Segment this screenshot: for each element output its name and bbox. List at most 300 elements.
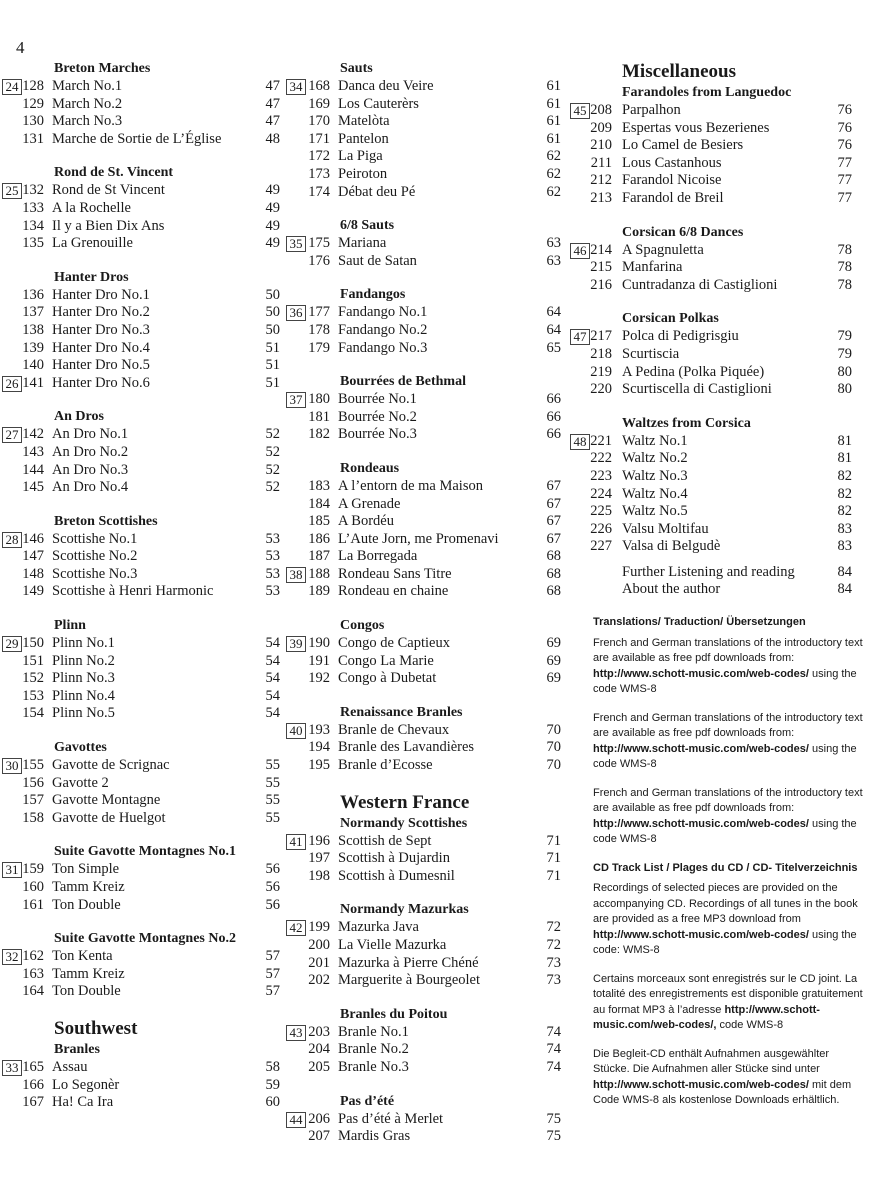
tune-number: 186 [308,530,330,547]
tune-title: Espertas vous Bezerienes [622,119,770,136]
web-codes-link[interactable]: http://www.schott-music.com/web-codes/ [593,742,809,755]
toc-entry[interactable] [566,381,866,399]
toc-entry[interactable] [0,948,288,966]
tune-title: La Vielle Mazurka [338,937,447,953]
toc-section [0,843,288,914]
toc-entry[interactable] [0,235,288,253]
toc-entry[interactable] [0,182,288,200]
page-ref: 80 [837,381,852,398]
page-ref: 54 [265,705,280,722]
page-ref: 47 [265,113,280,130]
tune-number: 136 [22,286,44,303]
tune-number: 179 [308,339,330,356]
tune-number: 209 [590,119,612,136]
page-ref: 79 [837,328,852,345]
tune-title: Scottishe à Henri Harmonic [52,583,214,600]
tune-number: 144 [22,461,44,478]
cd-track-badge: 35 [286,236,306,252]
tune-title: Fandango No.3 [338,339,428,356]
info-text: Die Begleit-CD enthält Aufnahmen ausgewählter Stücke. Die Aufnahmen aller Stücke sind unter [593,1047,830,1076]
tune-title: Valsu Moltifau [622,520,709,537]
toc-entry[interactable] [282,757,567,775]
toc-entry[interactable] [0,444,288,462]
section-heading: Rondeaus [340,460,400,476]
web-codes-link[interactable]: http://www.schott-music.com/web-codes/, [593,1003,820,1032]
page-ref: 73 [546,954,561,971]
tune-number: 204 [308,1041,330,1058]
page-ref: 77 [837,189,852,206]
info-paragraph [593,786,866,848]
tune-title: Bourrée No.3 [338,426,417,443]
tune-title: Valsa di Belgudè [622,538,721,555]
tune-number: 197 [308,850,330,867]
page-ref: 52 [265,443,280,460]
toc-entry[interactable] [282,531,567,549]
cd-track-badge: 28 [2,532,22,548]
toc-entry[interactable] [282,184,567,202]
section-heading: Fandangos [340,287,406,303]
cd-track-badge: 45 [570,103,590,119]
page-ref: 82 [837,485,852,502]
tune-number: 132 [22,182,44,199]
toc-entry[interactable] [566,346,866,364]
toc-entry[interactable] [282,131,567,149]
toc-entry[interactable] [0,375,288,393]
tune-title: Danca deu Veire [338,78,434,94]
tune-title: Rondeau Sans Titre [338,565,452,582]
toc-entry[interactable] [566,581,866,599]
section-heading: Gavottes [54,740,107,756]
tune-title: March No.2 [52,95,123,112]
cd-track-badge: 27 [2,427,22,443]
toc-entry[interactable] [0,566,288,584]
toc-entry[interactable] [282,322,567,340]
tune-number: 146 [22,530,44,547]
section-heading: 6/8 Sauts [340,218,395,234]
page-ref: 78 [837,259,852,276]
tune-title: Plinn No.3 [52,670,115,687]
toc-entry[interactable] [566,538,866,556]
page-ref: 84 [837,563,852,580]
tune-title: Gavotte de Scrignac [52,757,170,774]
toc-entry[interactable] [282,566,567,584]
toc-entry[interactable] [0,705,288,723]
tune-number: 178 [308,321,330,338]
page-ref: 63 [546,252,561,269]
toc-entry[interactable] [282,955,567,973]
tune-number: 200 [308,937,330,953]
toc-entry[interactable] [566,486,866,504]
tune-number: 181 [308,408,330,425]
tune-title: A l’entorn de ma Maison [338,477,483,494]
tune-title: Scottishe No.1 [52,530,138,547]
toc-entry[interactable] [0,583,288,601]
page-ref: 69 [546,652,561,669]
tune-number: 201 [308,954,330,971]
tune-number: 192 [308,670,330,687]
toc-entry[interactable] [0,897,288,915]
toc-entry[interactable] [566,564,866,582]
tune-number: 165 [22,1058,44,1075]
toc-entry[interactable] [282,937,567,955]
toc-entry[interactable] [282,409,567,427]
web-codes-link[interactable]: http://www.schott-music.com/web-codes/ [593,928,809,941]
toc-entry[interactable] [0,287,288,305]
tune-title: An Dro No.1 [52,426,129,443]
page-ref: 71 [546,850,561,867]
page-ref: 77 [837,172,852,189]
toc-entry[interactable] [282,340,567,358]
toc-entry[interactable] [0,879,288,897]
toc-entry[interactable] [566,364,866,382]
tune-title: Hanter Dro No.3 [52,321,150,338]
page-ref: 56 [265,861,280,878]
toc-entry[interactable] [0,1059,288,1077]
translations-block [566,615,866,848]
toc-entry[interactable] [282,1111,567,1129]
toc-entry[interactable] [0,357,288,375]
tune-title: About the author [622,581,721,598]
toc-entry[interactable] [0,688,288,706]
page-ref: 52 [265,426,280,443]
toc-entry[interactable] [0,775,288,793]
toc-entry[interactable] [0,1094,288,1112]
page-ref: 66 [546,426,561,443]
page-ref: 56 [265,896,280,913]
toc-entry[interactable] [282,919,567,937]
toc-entry[interactable] [282,868,567,886]
toc-entry[interactable] [0,548,288,566]
toc-entry[interactable] [0,635,288,653]
tune-number: 163 [22,965,44,982]
toc-section [0,617,288,723]
tune-number: 155 [22,757,44,774]
page-ref: 55 [265,792,280,809]
tune-number: 203 [308,1023,330,1040]
tune-number: 167 [22,1094,44,1111]
tune-number: 210 [590,137,612,154]
toc-entry[interactable] [282,478,567,496]
toc-entry[interactable] [0,131,288,149]
toc-entry[interactable] [0,462,288,480]
tune-number: 143 [22,443,44,460]
toc-section [0,164,288,252]
spacer [566,556,866,564]
page-ref: 83 [837,538,852,555]
tune-title: Mazurka Java [338,919,419,936]
toc-section [282,217,567,270]
toc-section [282,617,567,688]
toc-entry[interactable] [0,96,288,114]
toc-entry[interactable] [0,983,288,1001]
page-ref: 52 [265,461,280,478]
tune-title: Branle des Lavandières [338,739,475,756]
toc-entry[interactable] [0,670,288,688]
toc-entry[interactable] [0,531,288,549]
toc-entry[interactable] [0,1077,288,1095]
toc-entry[interactable] [566,521,866,539]
toc-entry[interactable] [282,304,567,322]
toc-entry[interactable] [0,861,288,879]
toc-entry[interactable] [0,966,288,984]
page-ref: 53 [265,565,280,582]
toc-entry[interactable] [282,1024,567,1042]
tune-number: 140 [22,357,44,374]
page-ref: 56 [265,879,280,895]
tune-number: 194 [308,739,330,756]
tune-title: Matelòta [338,113,390,130]
toc-entry[interactable] [282,496,567,514]
tune-number: 182 [308,426,330,443]
tune-number: 135 [22,235,44,252]
toc-entry[interactable] [282,148,567,166]
page-ref: 66 [546,408,561,425]
tune-number: 214 [590,241,612,258]
tune-title: Branle No.2 [338,1041,409,1058]
toc-entry[interactable] [0,792,288,810]
page-ref: 53 [265,530,280,547]
cd-track-badge: 46 [570,243,590,259]
toc-entry[interactable] [0,200,288,218]
cd-track-badge: 32 [2,949,22,965]
region-heading: Southwest [54,1017,138,1039]
tune-title: Mariana [338,235,387,252]
page-ref: 74 [546,1023,561,1040]
toc-entry[interactable] [0,78,288,96]
tune-number: 129 [22,95,44,112]
tune-number: 193 [308,721,330,738]
tune-title: Lous Castanhous [622,154,722,171]
info-code: using the code WMS-8 [593,742,857,771]
page-ref: 79 [837,345,852,362]
page-ref: 61 [546,78,561,94]
web-codes-link[interactable]: http://www.schott-music.com/web-codes/ [593,817,809,830]
tune-number: 170 [308,113,330,130]
toc-entry[interactable] [0,810,288,828]
tune-title: Hanter Dro No.5 [52,357,150,374]
tune-number: 152 [22,670,44,687]
tune-title: Tamm Kreiz [52,879,125,895]
page-ref: 64 [546,321,561,338]
toc-entry[interactable] [282,426,567,444]
toc-entry[interactable] [282,1059,567,1077]
toc-section [566,310,866,398]
toc-entry[interactable] [282,670,567,688]
toc-entry[interactable] [566,172,866,190]
page-ref: 76 [837,119,852,136]
toc-entry[interactable] [566,433,866,451]
toc-entry[interactable] [282,850,567,868]
page-ref: 70 [546,721,561,738]
cd-track-badge: 48 [570,434,590,450]
toc-entry[interactable] [282,513,567,531]
cd-track-badge: 26 [2,376,22,392]
tune-number: 174 [308,183,330,200]
toc-entry[interactable] [282,391,567,409]
tune-title: An Dro No.4 [52,479,129,496]
page-ref: 54 [265,687,280,704]
page-ref: 63 [546,235,561,252]
toc-section [282,60,567,201]
toc-entry[interactable] [282,166,567,184]
page-ref: 50 [265,304,280,321]
toc-entry[interactable] [566,242,866,260]
info-heading: Translations/ Traduction/ Übersetzungen [593,616,806,629]
tune-title: Rondeau en chaine [338,583,449,600]
toc-entry[interactable] [282,739,567,757]
tune-title: Ton Double [52,896,121,913]
toc-column-2 [282,60,567,1162]
toc-section [282,1093,567,1146]
toc-entry[interactable] [282,113,567,131]
section-heading: Rond de St. Vincent [54,165,174,181]
toc-entry[interactable] [566,120,866,138]
section-heading: Congos [340,618,385,634]
toc-entry[interactable] [0,426,288,444]
info-paragraph [593,711,866,773]
section-heading: Renaissance Branles [340,704,463,720]
toc-entry[interactable] [0,340,288,358]
tune-title: Waltz No.2 [622,450,688,467]
tune-number: 221 [590,432,612,449]
toc-entry[interactable] [282,1041,567,1059]
cd-track-badge: 38 [286,567,306,583]
tune-title: Hanter Dro No.6 [52,374,150,391]
tune-title: Gavotte Montagne [52,792,161,809]
page-ref: 69 [546,670,561,687]
tune-title: Branle No.3 [338,1058,409,1075]
page-ref: 48 [265,130,280,147]
toc-entry[interactable] [566,468,866,486]
info-text: Certains morceaux sont enregistrés sur le CD joint. La totalité des enregistrements est disponible gratuitement au format MP3 à l’adresse [593,972,863,1016]
page-ref: 54 [265,635,280,652]
web-codes-link[interactable]: http://www.schott-music.com/web-codes/ [593,1078,809,1091]
cd-track-badge: 24 [2,79,22,95]
tune-title: Manfarina [622,259,683,276]
page-ref: 65 [546,339,561,356]
page-ref: 50 [265,286,280,303]
tune-number: 180 [308,391,330,408]
toc-entry[interactable] [566,102,866,120]
toc-entry[interactable] [0,218,288,236]
toc-entry[interactable] [282,635,567,653]
page-ref: 64 [546,304,561,321]
web-codes-link[interactable]: http://www.schott-music.com/web-codes/ [593,667,809,680]
cd-track-badge: 47 [570,329,590,345]
toc-entry[interactable] [0,653,288,671]
toc-entry[interactable] [282,653,567,671]
toc-entry[interactable] [566,277,866,295]
tune-number: 164 [22,983,44,1000]
tune-title: Waltz No.1 [622,432,688,449]
toc-entry[interactable] [0,757,288,775]
tune-number: 173 [308,165,330,182]
page-ref: 71 [546,832,561,849]
toc-entry[interactable] [282,78,567,96]
tune-number: 220 [590,381,612,398]
page-ref: 49 [265,199,280,216]
tune-title: Il y a Bien Dix Ans [52,217,165,234]
tune-title: Plinn No.2 [52,652,115,669]
info-paragraph [593,972,866,1034]
toc-entry[interactable] [566,503,866,521]
info-paragraph [593,881,866,959]
toc-entry[interactable] [282,583,567,601]
region-heading: Western France [340,791,470,813]
toc-entry[interactable] [566,155,866,173]
page-ref: 72 [546,937,561,953]
tune-title: Scurtiscella di Castiglioni [622,381,772,398]
tune-title: Gavotte de Huelgot [52,809,166,826]
page-ref: 71 [546,867,561,884]
toc-section [0,408,288,496]
tune-title: Scurtiscia [622,345,680,362]
tune-title: Assau [52,1058,88,1075]
page-ref: 78 [837,276,852,293]
tune-title: Ton Double [52,983,121,1000]
tune-title: A Pedina (Polka Piquée) [622,363,765,380]
page-ref: 60 [265,1094,280,1111]
cd-track-badge: 33 [2,1060,22,1076]
toc-entry[interactable] [282,235,567,253]
tune-title: Pantelon [338,130,389,147]
section-heading: Breton Marches [54,61,151,76]
info-code: using the code WMS-8 [593,817,857,846]
page-ref: 47 [265,78,280,94]
toc-entry[interactable] [566,450,866,468]
tune-title: Saut de Satan [338,252,417,269]
toc-entry[interactable] [282,722,567,740]
toc-entry[interactable] [566,137,866,155]
toc-entry[interactable] [566,190,866,208]
toc-entry[interactable] [282,833,567,851]
toc-entry[interactable] [0,479,288,497]
toc-entry[interactable] [282,972,567,990]
page-ref: 62 [546,148,561,165]
tune-title: A Spagnuletta [622,241,704,258]
cd-track-badge: 29 [2,636,22,652]
page-ref: 75 [546,1128,561,1145]
tune-title: A Grenade [338,495,401,512]
toc-entry[interactable] [282,548,567,566]
cd-track-badge: 30 [2,758,22,774]
toc-entry[interactable] [0,322,288,340]
tune-number: 187 [308,548,330,565]
toc-entry[interactable] [282,1128,567,1146]
page-ref: 51 [265,374,280,391]
tune-title: Farandol Nicoise [622,172,722,189]
toc-entry[interactable] [566,259,866,277]
page-ref: 84 [837,581,852,598]
info-code: mit dem Code WMS-8 als kostenlose Downloads erhältlich. [593,1078,852,1107]
section-heading: An Dros [54,409,104,425]
tune-title: Marche de Sortie de L’Église [52,130,222,147]
cd-track-badge: 42 [286,920,306,936]
toc-entry[interactable] [0,113,288,131]
tune-number: 213 [590,189,612,206]
tune-title: Fandango No.2 [338,321,428,338]
section-heading: Waltzes from Corsica [622,415,751,431]
page-ref: 53 [265,583,280,600]
toc-entry[interactable] [282,96,567,114]
tune-title: Hanter Dro No.4 [52,339,150,356]
toc-entry[interactable] [566,328,866,346]
cd-track-badge: 43 [286,1025,306,1041]
tune-number: 157 [22,792,44,809]
page-ref: 69 [546,635,561,652]
toc-entry[interactable] [282,253,567,271]
toc-entry[interactable] [0,304,288,322]
